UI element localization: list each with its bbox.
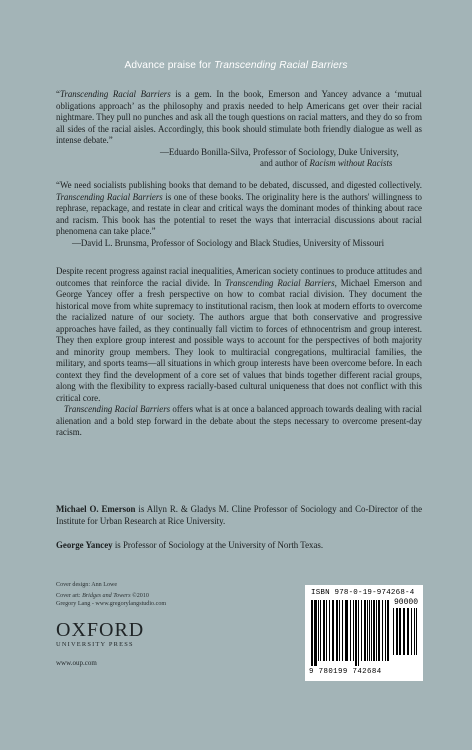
barcode-bar xyxy=(407,608,409,655)
quote-1-open: “ xyxy=(56,89,60,99)
barcode-bar xyxy=(361,600,362,661)
barcode-bar xyxy=(411,608,412,655)
book-description xyxy=(56,266,422,439)
description-paragraph-1 xyxy=(56,266,422,404)
bio-2-body: is Professor of Sociology at the University of North Texas. xyxy=(112,540,324,550)
quote-1-attribution: —Eduardo Bonilla-Silva, Professor of Sociology, Duke University, xyxy=(160,146,399,157)
publisher-logo xyxy=(56,620,166,648)
barcode-bar xyxy=(350,600,351,661)
barcode-bar xyxy=(376,600,377,661)
barcode-bar xyxy=(336,600,338,661)
praise-heading-prefix: Advance praise for xyxy=(124,60,215,71)
description-p1-title: Transcending Racial Barriers xyxy=(225,277,335,288)
barcode-bar xyxy=(329,600,330,661)
cover-design-credit: Cover design: Ann Lowe xyxy=(56,582,118,588)
barcode-bar xyxy=(320,600,321,661)
publisher-name: OXFORD xyxy=(56,619,145,641)
bio-1-name: Michael O. Emerson xyxy=(56,504,136,514)
cover-credits xyxy=(56,581,166,609)
description-p2-title: Transcending Racial Barriers xyxy=(64,404,171,414)
barcode-bar xyxy=(378,600,380,661)
description-p1-a: Despite recent progress against racial inequalities, American society continues to produce attitudes and outcomes that reinforce the racial divide. In xyxy=(56,266,422,288)
barcode-bar xyxy=(382,600,383,661)
barcode-bar xyxy=(403,608,405,655)
barcode-bar xyxy=(318,600,319,661)
price-code: 90000 xyxy=(393,598,418,607)
description-p2-body: offers what is at once a balanced approach towards dealing with racial alienation and a bold step forward in the debate about the steps necessary to overcome present-day racism. xyxy=(56,404,422,437)
publisher-url[interactable]: www.oup.com xyxy=(56,659,97,667)
quote-1-body: is a gem. In the book, Emerson and Yancey advance a ‘mutual obligations approach’ as the philosophy and praxis needed to help Americans get over their racial nightmare. They pull no punches and ask all the tough questions on racial matters, and they do so from all sides of the racial aisles. Accordingly, this book should stimulate both friendly dialogue as well as intense debate.” xyxy=(56,89,422,145)
quote-1-attribution-line2 xyxy=(56,158,422,170)
cover-art-credit xyxy=(56,592,166,601)
barcode-bar xyxy=(369,600,370,661)
barcode-bar xyxy=(355,600,357,666)
barcode-bar xyxy=(364,600,366,661)
praise-heading-title: Transcending Racial Barriers xyxy=(214,60,348,71)
barcode-bar xyxy=(416,608,417,655)
barcode-bar xyxy=(358,600,359,666)
quote-2-text xyxy=(56,180,422,238)
barcode-bar xyxy=(399,608,401,655)
publisher-subtitle: UNIVERSITY PRESS xyxy=(56,641,134,648)
barcode-number: 9 780199 742684 xyxy=(309,668,382,676)
barcode-bar xyxy=(414,608,415,655)
cover-art-credit-line2: Gregory Lang - www.gregorylangstudio.com xyxy=(56,601,167,607)
description-paragraph-2 xyxy=(56,404,422,439)
barcode-bar xyxy=(373,600,375,661)
barcode-bar xyxy=(332,600,334,661)
quote-1-text xyxy=(56,89,422,147)
barcode-bar xyxy=(387,600,389,661)
author-bio-yancey xyxy=(56,540,422,552)
praise-quote-2 xyxy=(56,180,422,249)
quote-2-body: is one of these books. The originality here is the authors' willingness to rephrase, repackage, and restate in clear and critical ways the dominant modes of thinking about race and racism. This book has the potential to reset the ways that interracial discussions about racial phenomena can take place.” xyxy=(56,191,422,236)
quote-2-book-title: Transcending Racial Barriers xyxy=(56,191,163,202)
bio-1-body: is Allyn R. & Gladys M. Cline Professor of Sociology and Co-Director of the Institute for Urban Research at Rice University. xyxy=(56,504,423,526)
barcode-bar xyxy=(371,600,372,661)
barcode-bar xyxy=(342,600,343,661)
quote-2-lead: “We need socialists publishing books that demand to be debated, discussed, and digested collectively. xyxy=(56,180,422,190)
author-bio-emerson xyxy=(56,504,422,527)
quote-1-attribution-title: Racism without Racists xyxy=(309,158,393,168)
quote-1-attribution-prefix: and author of xyxy=(260,158,310,168)
bio-1-text xyxy=(56,504,422,527)
quote-1-book-title: Transcending Racial Barriers xyxy=(59,89,171,99)
bio-2-text xyxy=(56,540,422,552)
barcode-bar xyxy=(314,600,317,666)
bio-2-name: George Yancey xyxy=(56,540,113,550)
quote-2-attribution: —David L. Brunsma, Professor of Sociology and Black Studies, University of Missouri xyxy=(72,237,385,248)
barcode-bar xyxy=(393,608,394,655)
price-barcode-bars xyxy=(393,608,419,660)
barcode-bar xyxy=(396,608,398,655)
praise-quote-1 xyxy=(56,89,422,170)
praise-heading xyxy=(0,60,472,71)
barcode-bar xyxy=(345,600,348,661)
isbn-barcode xyxy=(305,585,423,681)
isbn-label: ISBN 978-0-19-974268-4 xyxy=(311,589,415,597)
cover-art-title: Bridges and Towers xyxy=(82,592,131,599)
cover-art-prefix: Cover art: xyxy=(56,592,83,599)
barcode-bar xyxy=(323,600,325,661)
barcode-bar xyxy=(339,600,340,661)
barcode-bar xyxy=(326,600,327,661)
barcode-bar xyxy=(353,600,354,661)
description-p1-b: , Michael Emerson and George Yancey offer a fresh perspective on how to combat racial division. They document the historical move from white supremacy to institutional racism, then look at modern efforts to overcome the racialized nature of our society. The authors argue that both conservative and progressive approaches have failed, as they continually fall victim to forces of ethnocentrism and group interest. They then explore group interest and possible ways to account for the perspectives of both majority and minority group members. They look to multiracial congregations, multiracial families, the military, and sports teams—all situations in which group interests have been overcome before. In each context they find the development of a core set of values that binds together different racial groups, along with the flexibility to express racially-based cultural uniqueness that does not conflict with this critical core. xyxy=(56,277,422,403)
barcode-bar xyxy=(367,600,368,661)
barcode-bar xyxy=(385,600,386,661)
barcode-bar xyxy=(311,600,313,666)
ean-barcode-bars xyxy=(311,600,389,666)
cover-art-suffix: ©2010 xyxy=(130,592,149,599)
